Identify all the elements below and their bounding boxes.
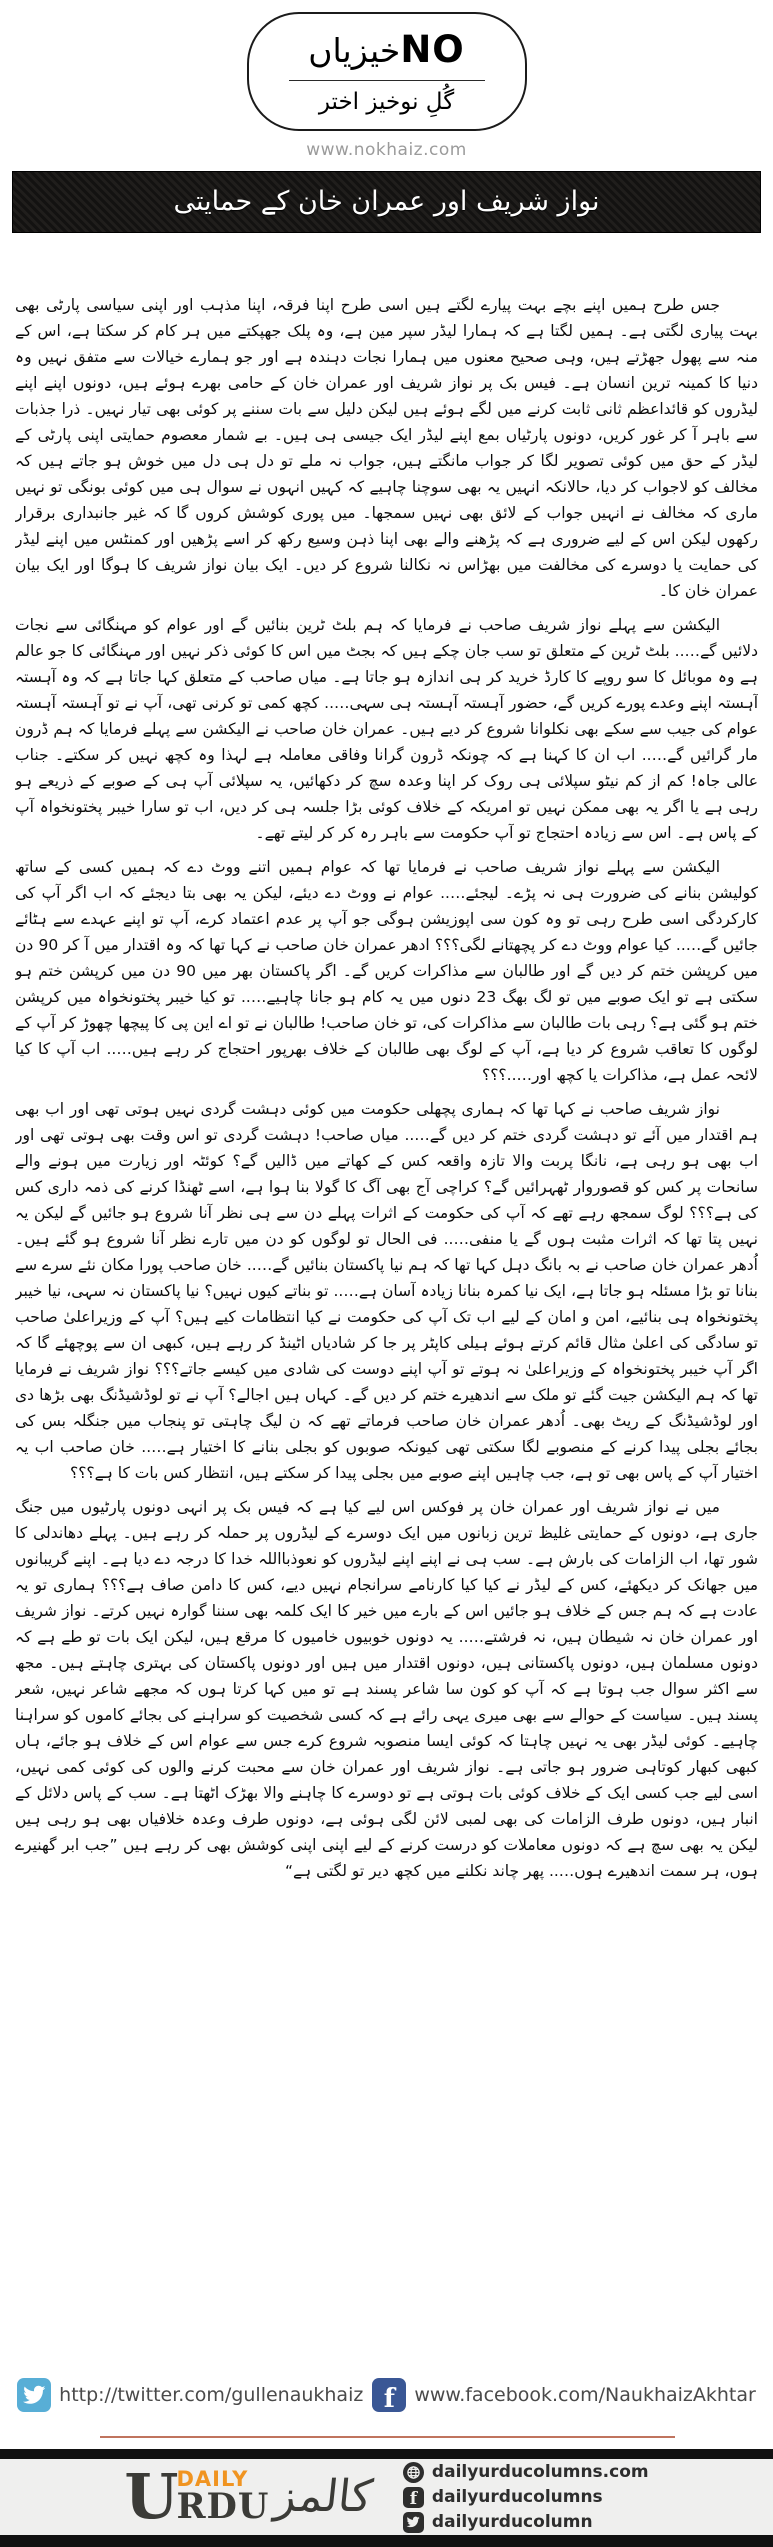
footer-divider bbox=[100, 2436, 675, 2438]
twitter-icon bbox=[403, 2512, 424, 2533]
article-paragraph: میں نے نواز شریف اور عمران خان پر فوکس اس لیے کیا ہے کہ فیس بک پر انہی دونوں پارٹیوں میں جنگ جاری ہے، دونوں کے حمایتی غلیظ ترین زبانوں میں ایک دوسرے کے لیڈروں پر حملہ کر رہے ہیں۔ پہلے دھاندلی کا شور تھا، اب الزامات کی بارش ہے۔ سب ہی نے اپنے اپنے لیڈروں کو نعوذبااللہ خدا کا درجہ دے دیا ہے۔ اپنے گریبانوں میں جھانک کر دیکھئے، کس کے لیڈر نے کیا کیا کارنامے سرانجام نہیں دیے، کس کا دامن صاف ہے؟؟؟ ہماری تو یہ عادت ہے کہ ہم جس کے خلاف ہو جائیں اس کے بارے میں خیر کا ایک کلمہ بھی سننا گوارہ نہیں کرتے۔ نواز شریف اور عمران خان نہ شیطان ہیں، نہ فرشتے….. یہ دونوں خوبیوں خامیوں کا مرقع ہیں، لیکن ایک بات تو طے ہے کہ دونوں مسلمان ہیں، دونوں پاکستانی ہیں، دونوں اقتدار میں ہیں اور دونوں پاکستان کی بہتری چاہتے ہیں۔ مجھ سے اکثر سوال جب ہوتا ہے کہ آپ کو کون سا شاعر پسند ہے تو میں کہا کرتا ہوں کہ مجھے شاعر نہیں، شعر پسند ہیں۔ سیاست کے حوالے سے بھی میری یہی رائے ہے کہ کسی شخصیت کو سراہنے کی بجائے کاموں کو سراہنا چاہیے۔ کوئی لیڈر بھی یہ نہیں چاہتا کہ کوئی ایسا منصوبہ شروع کرے جس سے عوام اس کے خلاف ہو جائے، ہاں کبھی کبھار کوتاہی ضرور ہو جاتی ہے۔ نواز شریف اور عمران خان سے محبت کرنے والوں کی کوئی کمی نہیں، اسی لیے جب کسی ایک کے خلاف کوئی بات ہوتی ہے تو دوسرے کا چاہنے والا بھڑک اٹھتا ہے۔ سب کے پاس دلائل کے انبار ہیں، دونوں طرف الزامات کی بھی لمبی لائن لگی ہوئی ہے، دونوں طرف وعدہ خلافیاں بھی ہو رہی ہیں لیکن یہ بھی سچ ہے کہ دونوں معاملات کو درست کرنے کے لیے اپنی اپنی کوشش بھی کر رہے ہیں ”جب ابر گھنیرے ہوں، ہر سمت اندھیرے ہوں….. پھر چاند نکلنے میں کچھ دیر تو لگتی ہے“ bbox=[15, 1498, 758, 1880]
article-paragraph: الیکشن سے پہلے نواز شریف صاحب نے فرمایا تھا کہ عوام ہمیں اتنے ووٹ دے کہ ہمیں کسی کے ساتھ کولیشن بنانے کی ضرورت ہی نہ پڑے۔ لیجئے….. عوام نے ووٹ دے دیئے، لیکن یہ بھی بتا دیجئے کہ اب اگر آپ کی کارکردگی اسی طرح رہی تو وہ کون سی اپوزیشن ہوگی جو آپ پر عدم اعتماد کرے، آپ تو اپنے عہدے سے ہٹائے جائیں گے….. کیا عوام ووٹ دے کر پچھتانے لگی؟؟؟ ادھر عمران خان صاحب نے کہا تھا کہ وہ اقتدار میں آ کر 90 دن میں کرپشن ختم کر دیں گے اور طالبان سے مذاکرات کریں گے۔ اگر پاکستان بھر میں 90 دن میں کرپشن ختم ہو سکتی ہے تو ایک صوبے میں تو لگ بھگ 23 دنوں میں یہ کام ہو جانا چاہیے….. تو کیا خیبر پختونخواہ میں کرپشن ختم ہو گئی ہے؟ رہی بات طالبان سے مذاکرات کی، تو خان صاحب! طالبان نے تو اے این پی کا پیچھا چھوڑ کر آپ کے لوگوں کا تعاقب شروع کر دیا ہے، آپ کے لوگ بھی طالبان کے خلاف بھرپور احتجاج کر رہے ہیں….. اب آپ کا کیا لائحہ عمل ہے، مذاکرات یا کچھ اور…..؟؟؟ bbox=[15, 858, 758, 1084]
footer-twitter-link[interactable] bbox=[403, 2512, 649, 2533]
footer-facebook-text: dailyurducolumns bbox=[431, 2487, 603, 2507]
article-paragraph: نواز شریف صاحب نے کہا تھا کہ ہماری پچھلی حکومت میں کوئی دہشت گردی نہیں ہوتی تھی اور اب بھی ہم اقتدار میں آئے تو دہشت گردی ختم کر دیں گے….. میاں صاحب! دہشت گردی تو اس وقت بھی ہوتی تھی اور اب بھی ہو رہی ہے، نانگا پربت والا تازہ واقعہ کس کے کھاتے میں ڈالیں گے؟ کوئٹہ اور زیارت میں ہونے والے سانحات پر کس کو قصوروار ٹھہرائیں گے؟ کراچی آج بھی آگ کا گولا بنا ہوا ہے، اسے ٹھنڈا کرنے کی ذمہ داری کس کی ہے؟؟؟ لوگ سمجھ رہے تھے کہ آپ کی حکومت کے اثرات پہلے دن سے ہی نظر آنا شروع ہو جائیں گے لیکن یہ نہیں پتا تھا کہ اثرات مثبت ہوں گے یا منفی….. فی الحال تو لوگوں کو دن میں تارے نظر آنا شروع ہو گئے ہیں۔ اُدھر عمران خان صاحب نے بہ بانگ دہل کہا تھا کہ ہم نیا پاکستان بنائیں گے….. خان صاحب پورا مکان نئے سرے سے بنانا تو بڑا مسئلہ ہو جاتا ہے، ایک نیا کمرہ بنانا زیادہ آسان ہے….. تو بناتے کیوں نہیں؟ نیا پاکستان نہ سہی، نیا خیبر پختونخواہ ہی بنائیے، امن و امان کے لیے اب تک آپ کی حکومت نے کیا انتظامات کیے ہیں؟ آپ کے وزیراعلیٰ صاحب تو سادگی کی اعلیٰ مثال قائم کرتے ہوئے ہیلی کاپٹر پر جا کر شادیاں اٹینڈ کر رہے ہیں، کبھی ان سے پوچھئے گا کہ اگر آپ خیبر پختونخواہ کے وزیراعلیٰ نہ ہوتے تو آپ اپنے دوست کی شادی میں کیسے جاتے؟؟؟ نواز شریف نے فرمایا تھا کہ ہم الیکشن جیت گئے تو ملک سے اندھیرے ختم کر دیں گے۔ کہاں ہیں اجالے؟ آپ نے تو لوڈشیڈنگ بھی بڑھا دی اور لوڈشیڈنگ کے ریٹ بھی۔ اُدھر عمران خان صاحب فرماتے تھے کہ ن لیگ چاہتی تو پنجاب میں جنگلہ بس کی بجائے بجلی پیدا کرنے کے منصوبے لگا سکتی تھی کیونکہ صوبوں کو بجلی بنانے کا اختیار ہے….. خان صاحب اب یہ اختیار آپ کے پاس بھی تو ہے، جب چاہیں اپنے صوبے میں بجلی پیدا کر سکتے ہیں، انتظار کس بات کا ہے؟؟؟ bbox=[15, 1100, 758, 1482]
masthead-box bbox=[247, 12, 527, 131]
author-social-row bbox=[0, 2378, 773, 2412]
brand-title bbox=[261, 30, 513, 71]
article-paragraph: جس طرح ہمیں اپنے بچے بہت پیارے لگتے ہیں اسی طرح اپنا فرقہ، اپنا مذہب اور اپنی سیاسی پارٹی بھی بہت پیاری لگتی ہے۔ ہمیں لگتا ہے کہ ہمارا لیڈر سپر مین ہے، وہ پلک جھپکتے میں ہر کام کر سکتا ہے، اس کے منہ سے پھول جھڑتے ہیں، وہی صحیح معنوں میں ہمارا نجات دہندہ ہے اور جو ہمارے خیالات سے متفق نہیں وہ دنیا کا کمینہ ترین انسان ہے۔ فیس بک پر نواز شریف اور عمران خان کے حامی بھرے ہوئے ہیں، دونوں اپنے اپنے لیڈروں کو قائداعظم ثانی ثابت کرنے میں لگے ہوئے ہیں لیکن دلیل سے بات سننے پر کوئی بھی تیار نہیں۔ ذرا جذبات سے باہر آ کر غور کریں، دونوں پارٹیاں بمع اپنے لیڈر ایک جیسی ہی ہیں۔ بے شمار معصوم حمایتی اپنی پارٹی کے لیڈر کے حق میں کوئی تصویر لگا کر جواب مانگتے ہیں، جواب نہ ملے تو دل ہی دل میں خوش ہو جاتے ہیں کہ مخالف کو لاجواب کر دیا، حالانکہ انہیں یہ بھی سوچنا چاہیے کہ کہیں انہوں نے سوال ہی میں کوئی بونگی تو نہیں ماری کہ مخالف نے انہیں جواب کے لائق بھی نہیں سمجھا۔ میں پوری کوشش کروں گا کہ غیر جانبداری برقرار رکھوں لیکن اس کے لیے ضروری ہے کہ پڑھنے والے بھی اپنا ذہن وسیع رکھ کر اسے پڑھیں اور کمنٹس میں اپنے لیڈر کی حمایت یا دوسرے کی مخالفت میں بھڑاس نہ نکالنا شروع کر دیں۔ ایک بیان نواز شریف کا ہوگا اور ایک بیان عمران خان کا۔ bbox=[15, 296, 758, 600]
logo-latin bbox=[124, 2460, 270, 2534]
logo-rdu: RDU bbox=[176, 2486, 270, 2528]
twitter-link[interactable] bbox=[17, 2378, 363, 2412]
footer-links bbox=[403, 2462, 649, 2533]
logo-letter-u: U bbox=[124, 2460, 179, 2534]
facebook-icon: f bbox=[372, 2378, 406, 2412]
twitter-url-text: http://twitter.com/gullenaukhaiz bbox=[59, 2384, 364, 2406]
logo-daily: DAILY bbox=[176, 2467, 249, 2492]
article-paragraph: الیکشن سے پہلے نواز شریف صاحب نے فرمایا کہ ہم بلٹ ٹرین بنائیں گے اور عوام کو مہنگائی سے نجات دلائیں گے….. بلٹ ٹرین کے متعلق تو سب جان چکے ہیں کہ بجٹ میں اس کا کوئی ذکر نہیں اور مہنگائی کا جو عالم ہے وہ موبائل کا سو روپے کا کارڈ خرید کر ہی اندازہ ہو جاتا ہے۔ میاں صاحب کے متعلق کہا جاتا ہے کہ وہ آہستہ آہستہ اپنے وعدے پورے کریں گے، حضور آہستہ آہستہ ہی سہی….. کچھ کمی تو کرنی تھی، آپ نے تو آہستہ آہستہ عوام کی جیب سے سکے بھی نکلوانا شروع کر دیے ہیں۔ عمران خان صاحب نے الیکشن سے پہلے فرمایا کہ ہم ڈرون مار گرائیں گے….. اب ان کا کہنا ہے کہ چونکہ ڈرون گرانا وفاقی معاملہ ہے لہذا وہ کچھ نہیں کر سکتے۔ جناب عالی جاہ! کم از کم نیٹو سپلائی ہی روک کر اپنا وعدہ سچ کر دکھائیں، یہ سپلائی آپ ہی کے صوبے کے ذریعے ہو رہی ہے یا اگر یہ بھی ممکن نہیں تو امریکہ کے خلاف کوئی بڑا جلسہ ہی کر دیں، اب تو سارا خیبر پختونخواہ آپ کے پاس ہے۔ اس سے زیادہ احتجاج تو آپ حکومت سے باہر رہ کر کر لیتے تھے۔ bbox=[15, 616, 758, 842]
globe-icon bbox=[403, 2462, 424, 2483]
footer-website-link[interactable] bbox=[403, 2462, 649, 2483]
facebook-url-text: www.facebook.com/NaukhaizAkhtar bbox=[414, 2384, 756, 2406]
article-title-bar bbox=[12, 171, 761, 233]
logo-urdu-word: کالمز bbox=[272, 2470, 376, 2522]
footer-facebook-link[interactable] bbox=[403, 2487, 649, 2508]
facebook-link[interactable] bbox=[372, 2378, 756, 2412]
facebook-icon: f bbox=[403, 2487, 424, 2508]
author-name: گُلِ نوخیز اختر bbox=[318, 88, 455, 115]
footer-website-text: dailyurducolumns.com bbox=[431, 2462, 649, 2482]
website-url: www.nokhaiz.com bbox=[306, 139, 467, 160]
masthead-divider bbox=[289, 80, 485, 81]
daily-urdu-columns-logo bbox=[124, 2460, 376, 2534]
brand-urdu: خیزیاں bbox=[308, 31, 401, 70]
twitter-icon bbox=[17, 2378, 51, 2412]
article-body bbox=[15, 292, 758, 2354]
footer-twitter-text: dailyurducolumn bbox=[431, 2512, 593, 2532]
footer-bar bbox=[0, 2449, 773, 2547]
article-title: نواز شریف اور عمران خان کے حمایتی bbox=[173, 186, 600, 218]
brand-latin: NO bbox=[400, 28, 465, 71]
